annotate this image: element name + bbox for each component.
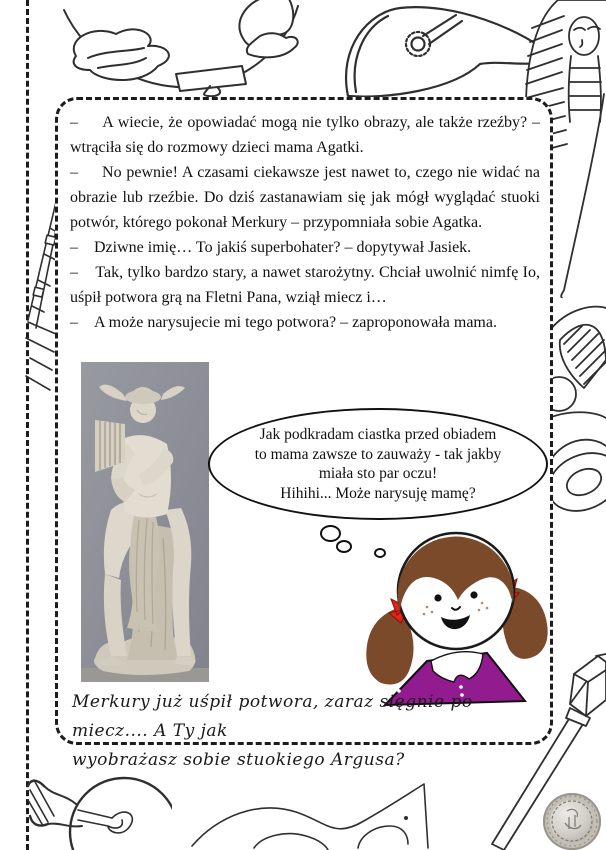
dialogue-paragraph: – No pewnie! A czasami ciekawsze jest nawet to, czego nie widać na obrazie lub rzeźbie. Do dziś zastanawiam się jak mógł wyglądać stuoki potwór, którego pokonał Merkury – przypomniała sobie Agatka. bbox=[70, 164, 540, 231]
girl-cartoon bbox=[361, 521, 551, 706]
bubble-line: miała sto par oczu! bbox=[318, 465, 438, 482]
content-frame bbox=[55, 97, 553, 770]
bubble-line: Hihihi... Może narysuję mamę? bbox=[280, 484, 476, 502]
dialogue-paragraph: – A wiecie, że opowiadać mogą nie tylko obrazy, ale także rzeźby? – wtrąciła się do rozmowy dzieci mama Agatki. bbox=[70, 114, 540, 156]
handwritten-line: Merkury już uśpił potwora, zaraz sięgnie po miecz.... A Ty jak bbox=[72, 692, 473, 741]
dialogue-text bbox=[70, 110, 540, 335]
carnival-mask-icon bbox=[190, 780, 432, 850]
page-cut-line bbox=[26, 0, 29, 850]
thought-trail-dot bbox=[320, 525, 341, 542]
bubble-line: to mama zawsze to zauważy - tak jakby bbox=[254, 445, 502, 463]
thought-bubble bbox=[208, 408, 548, 520]
thought-trail-dot bbox=[336, 540, 352, 553]
globe-icon bbox=[58, 0, 306, 98]
dialogue-paragraph: – Tak, tylko bardzo stary, a nawet starożytny. Chciał uwolnić nimfę Io, uśpił potwora grą na Fletni Pana, wziął miecz i… bbox=[70, 264, 540, 306]
mercury-statue-photo bbox=[81, 362, 209, 682]
dialogue-paragraph: – Dziwne imię… To jakiś superbohater? – dopytywał Jasiek. bbox=[70, 239, 472, 256]
bubble-line: Jak podkradam ciastka przed obiadem bbox=[259, 426, 497, 443]
handwritten-line: wyobrażasz sobie stuokiego Argusa? bbox=[72, 750, 405, 770]
handwritten-prompt bbox=[72, 688, 536, 775]
dialogue-paragraph: – A może narysujecie mi tego potwora? – zaproponowała mama. bbox=[70, 314, 497, 331]
